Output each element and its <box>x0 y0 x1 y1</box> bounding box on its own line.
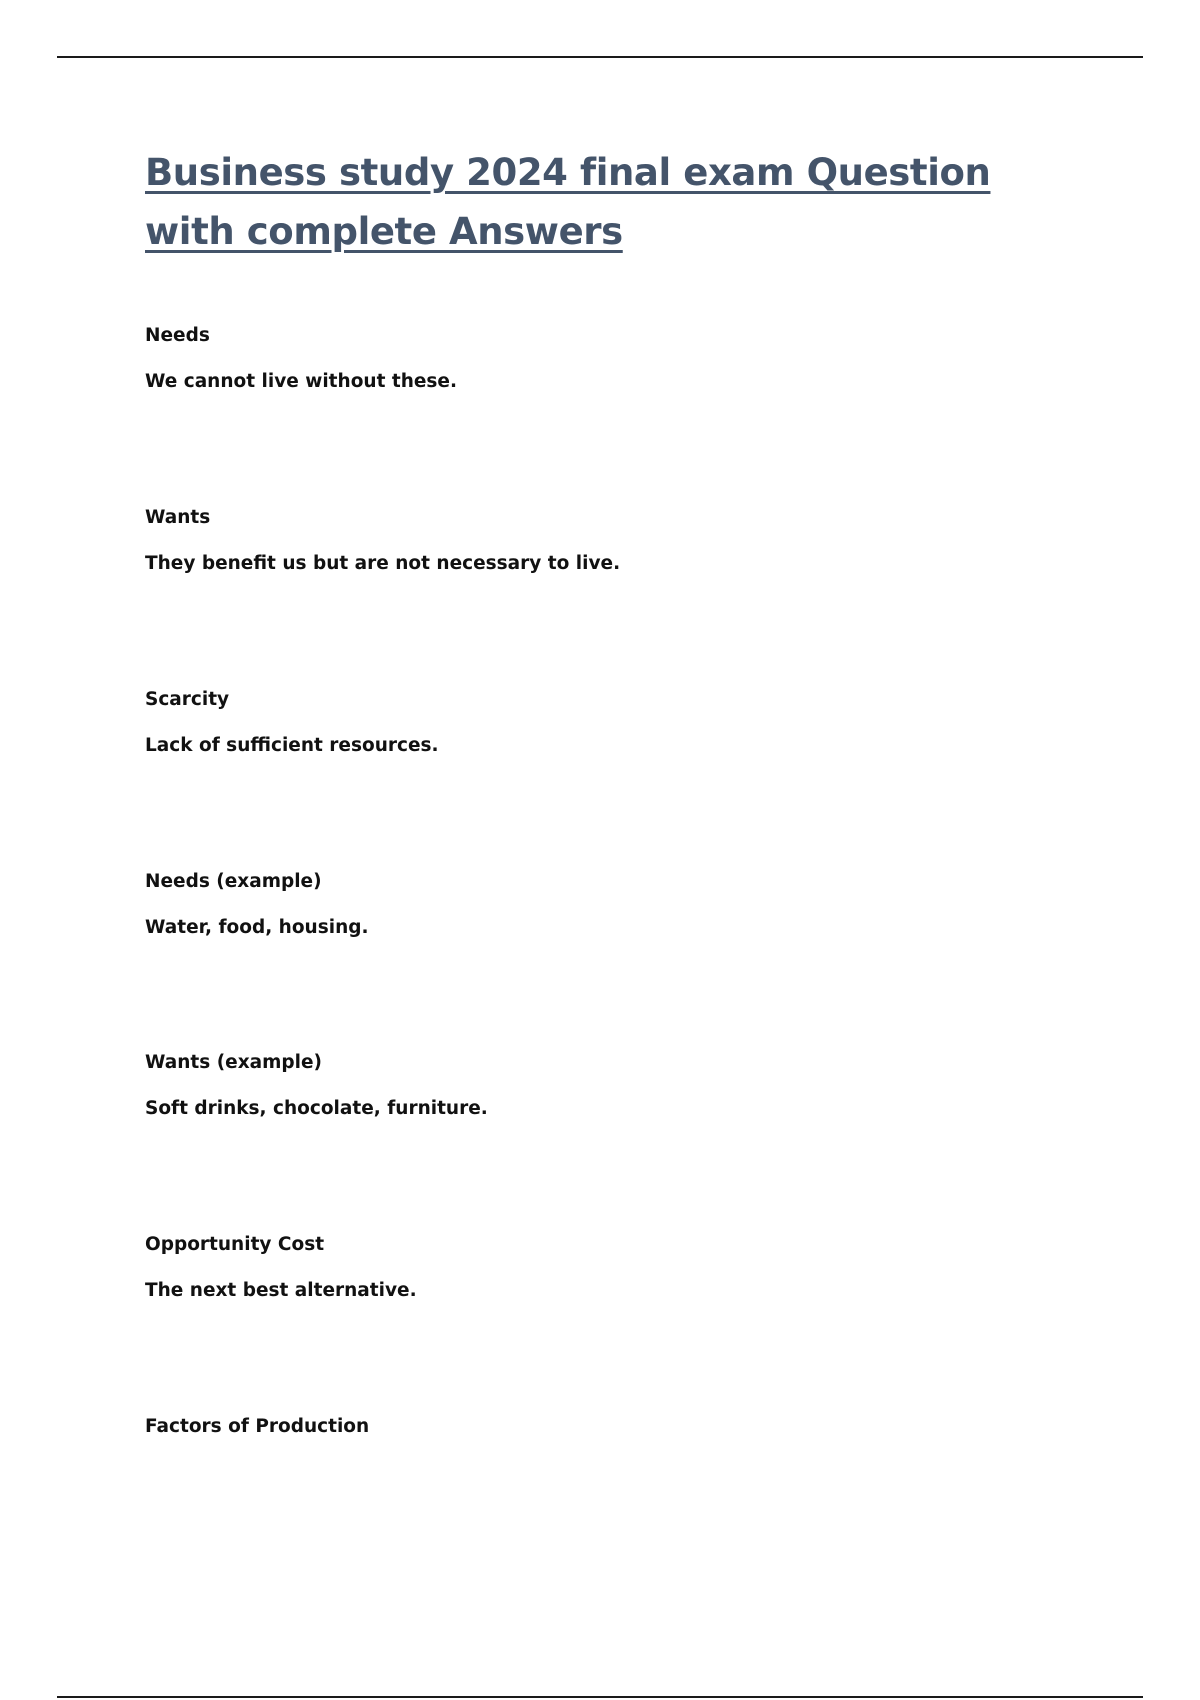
qa-item-factors-of-production <box>145 1415 1045 1439</box>
answer-text: Lack of sufficient resources. <box>145 735 439 756</box>
qa-item-needs <box>145 324 1045 394</box>
question-term: Opportunity Cost <box>145 1234 325 1255</box>
answer-text: We cannot live without these. <box>145 371 458 392</box>
question-term: Scarcity <box>145 689 230 710</box>
question-term: Needs (example) <box>145 871 322 892</box>
question-term: Wants <box>145 507 211 528</box>
qa-item-opportunity-cost <box>145 1233 1045 1303</box>
qa-item-wants <box>145 506 1045 576</box>
question-term: Wants (example) <box>145 1052 322 1073</box>
answer-text: They benefit us but are not necessary to live. <box>145 553 621 574</box>
qa-item-needs-example <box>145 870 1045 940</box>
qa-item-wants-example <box>145 1051 1045 1121</box>
answer-text: Water, food, housing. <box>145 917 369 938</box>
answer-text: The next best alternative. <box>145 1280 417 1301</box>
answer-text: Soft drinks, chocolate, furniture. <box>145 1098 488 1119</box>
qa-item-scarcity <box>145 688 1045 758</box>
footer-rule <box>57 1696 1143 1698</box>
header-rule <box>57 56 1143 58</box>
document-title: Business study 2024 final exam Question with complete Answers <box>145 151 991 253</box>
question-term: Needs <box>145 325 210 346</box>
question-term: Factors of Production <box>145 1416 370 1437</box>
